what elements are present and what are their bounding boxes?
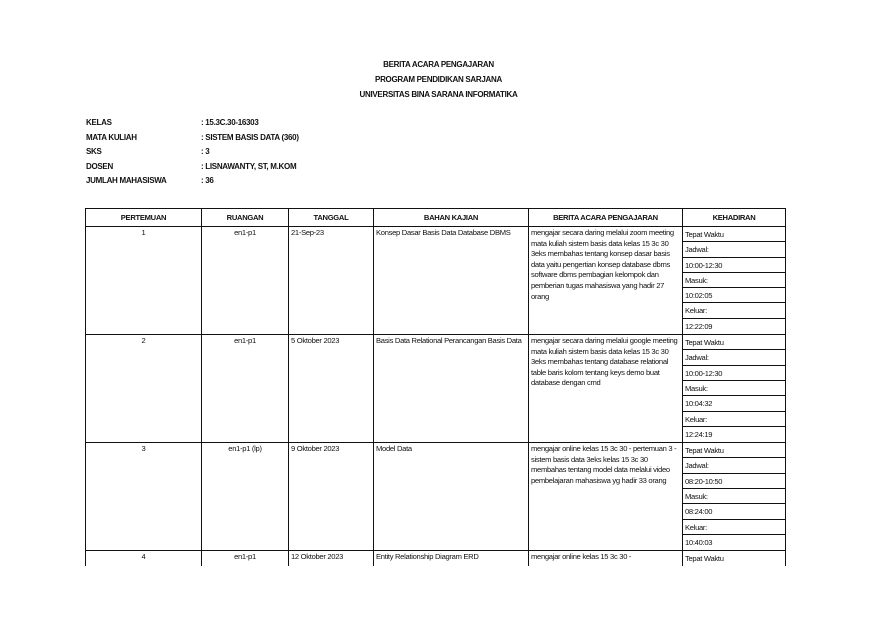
attendance-in-time: 08:24:00 bbox=[683, 504, 785, 519]
table-header-row bbox=[86, 209, 786, 227]
header-ruangan: RUANGAN bbox=[202, 209, 289, 227]
cell-tanggal: 12 Oktober 2023 bbox=[289, 551, 374, 567]
info-value: : 36 bbox=[201, 176, 214, 186]
cell-ruangan: en1-p1 (lp) bbox=[202, 443, 289, 551]
cell-kehadiran bbox=[683, 335, 786, 443]
table-row bbox=[86, 335, 786, 443]
cell-bahan-kajian: Konsep Dasar Basis Data Database DBMS bbox=[374, 227, 529, 335]
attendance-out-label: Keluar: bbox=[683, 520, 785, 535]
cell-pertemuan: 3 bbox=[86, 443, 202, 551]
attendance-schedule-label: Jadwal: bbox=[683, 458, 785, 473]
cell-berita-acara: mengajar online kelas 15 3c 30 - bbox=[529, 551, 683, 567]
cell-ruangan: en1-p1 bbox=[202, 227, 289, 335]
cell-pertemuan: 1 bbox=[86, 227, 202, 335]
cell-tanggal: 5 Oktober 2023 bbox=[289, 335, 374, 443]
table-row bbox=[86, 443, 786, 551]
info-label: JUMLAH MAHASISWA bbox=[86, 176, 167, 186]
info-value: : SISTEM BASIS DATA (360) bbox=[201, 132, 299, 142]
attendance-table bbox=[85, 208, 786, 568]
cell-tanggal: 9 Oktober 2023 bbox=[289, 443, 374, 551]
table-row bbox=[86, 551, 786, 567]
attendance-status: Tepat Waktu bbox=[683, 227, 785, 242]
cell-ruangan: en1-p1 bbox=[202, 335, 289, 443]
header-kehadiran: KEHADIRAN bbox=[683, 209, 786, 227]
cell-pertemuan: 4 bbox=[86, 551, 202, 567]
header-pertemuan: PERTEMUAN bbox=[86, 209, 202, 227]
attendance-status: Tepat Waktu bbox=[683, 335, 785, 350]
attendance-in-label: Masuk: bbox=[683, 273, 785, 288]
header-tanggal: TANGGAL bbox=[289, 209, 374, 227]
attendance-status: Tepat Waktu bbox=[683, 443, 785, 458]
cell-kehadiran bbox=[683, 227, 786, 335]
table-row bbox=[86, 227, 786, 335]
page-cutoff bbox=[0, 566, 877, 620]
info-label: SKS bbox=[86, 147, 102, 157]
cell-berita-acara: mengajar secara daring melalui zoom meeting mata kuliah sistem basis data kelas 15 3c 30 3eks membahas tentang konsep dasar basis data yaitu pengertian konsep database dbms software dbms pembagian kelompok dan pemberian tugas mahasiswa yang hadir 27 orang bbox=[529, 227, 683, 335]
cell-bahan-kajian: Basis Data Relational Perancangan Basis Data bbox=[374, 335, 529, 443]
doc-subtitle-program: PROGRAM PENDIDIKAN SARJANA bbox=[375, 75, 502, 84]
attendance-in-time: 10:04:32 bbox=[683, 396, 785, 411]
cell-kehadiran bbox=[683, 443, 786, 551]
attendance-out-time: 12:22:09 bbox=[685, 321, 713, 331]
attendance-in-time: 10:02:05 bbox=[683, 288, 785, 303]
attendance-schedule: 10:00-12:30 bbox=[683, 366, 785, 381]
attendance-out-label: Keluar: bbox=[683, 303, 785, 318]
info-value: : LISNAWANTY, ST, M.KOM bbox=[201, 161, 297, 171]
attendance-out-label: Keluar: bbox=[683, 412, 785, 427]
cell-bahan-kajian: Model Data bbox=[374, 443, 529, 551]
doc-title: BERITA ACARA PENGAJARAN bbox=[383, 60, 494, 69]
attendance-status: Tepat Waktu bbox=[685, 554, 724, 564]
cell-ruangan: en1-p1 bbox=[202, 551, 289, 567]
info-label: KELAS bbox=[86, 118, 112, 127]
cell-berita-acara: mengajar online kelas 15 3c 30 - pertemuan 3 - sistem basis data 3eks kelas 15 3c 30 membahas tentang model data melalui video pembelajaran mahasiswa yg hadir 33 orang bbox=[529, 443, 683, 551]
cell-bahan-kajian: Entity Relationship Diagram ERD bbox=[374, 551, 529, 567]
cell-tanggal: 21-Sep-23 bbox=[289, 227, 374, 335]
attendance-schedule-label: Jadwal: bbox=[683, 242, 785, 257]
header-berita-acara: BERITA ACARA PENGAJARAN bbox=[529, 209, 683, 227]
attendance-out-time: 10:40:03 bbox=[685, 537, 713, 547]
info-value: : 3 bbox=[201, 147, 210, 157]
attendance-in-label: Masuk: bbox=[683, 489, 785, 504]
attendance-schedule: 08:20-10:50 bbox=[683, 474, 785, 489]
attendance-schedule: 10:00-12:30 bbox=[683, 258, 785, 273]
attendance-schedule-label: Jadwal: bbox=[683, 350, 785, 365]
attendance-out-time: 12:24:19 bbox=[685, 429, 713, 439]
info-value: : 15.3C.30-16303 bbox=[201, 118, 259, 127]
cell-kehadiran bbox=[683, 551, 786, 567]
info-label: DOSEN bbox=[86, 161, 113, 171]
doc-subtitle-university: UNIVERSITAS BINA SARANA INFORMATIKA bbox=[359, 90, 518, 99]
header-bahan-kajian: BAHAN KAJIAN bbox=[374, 209, 529, 227]
attendance-in-label: Masuk: bbox=[683, 381, 785, 396]
info-label: MATA KULIAH bbox=[86, 132, 137, 142]
cell-pertemuan: 2 bbox=[86, 335, 202, 443]
cell-berita-acara: mengajar secara daring melalui google meeting mata kuliah sistem basis data kelas 15 3c 30 3eks membahas tentang database relational table baris kolom tentang keys demo buat database dengan cmd bbox=[529, 335, 683, 443]
